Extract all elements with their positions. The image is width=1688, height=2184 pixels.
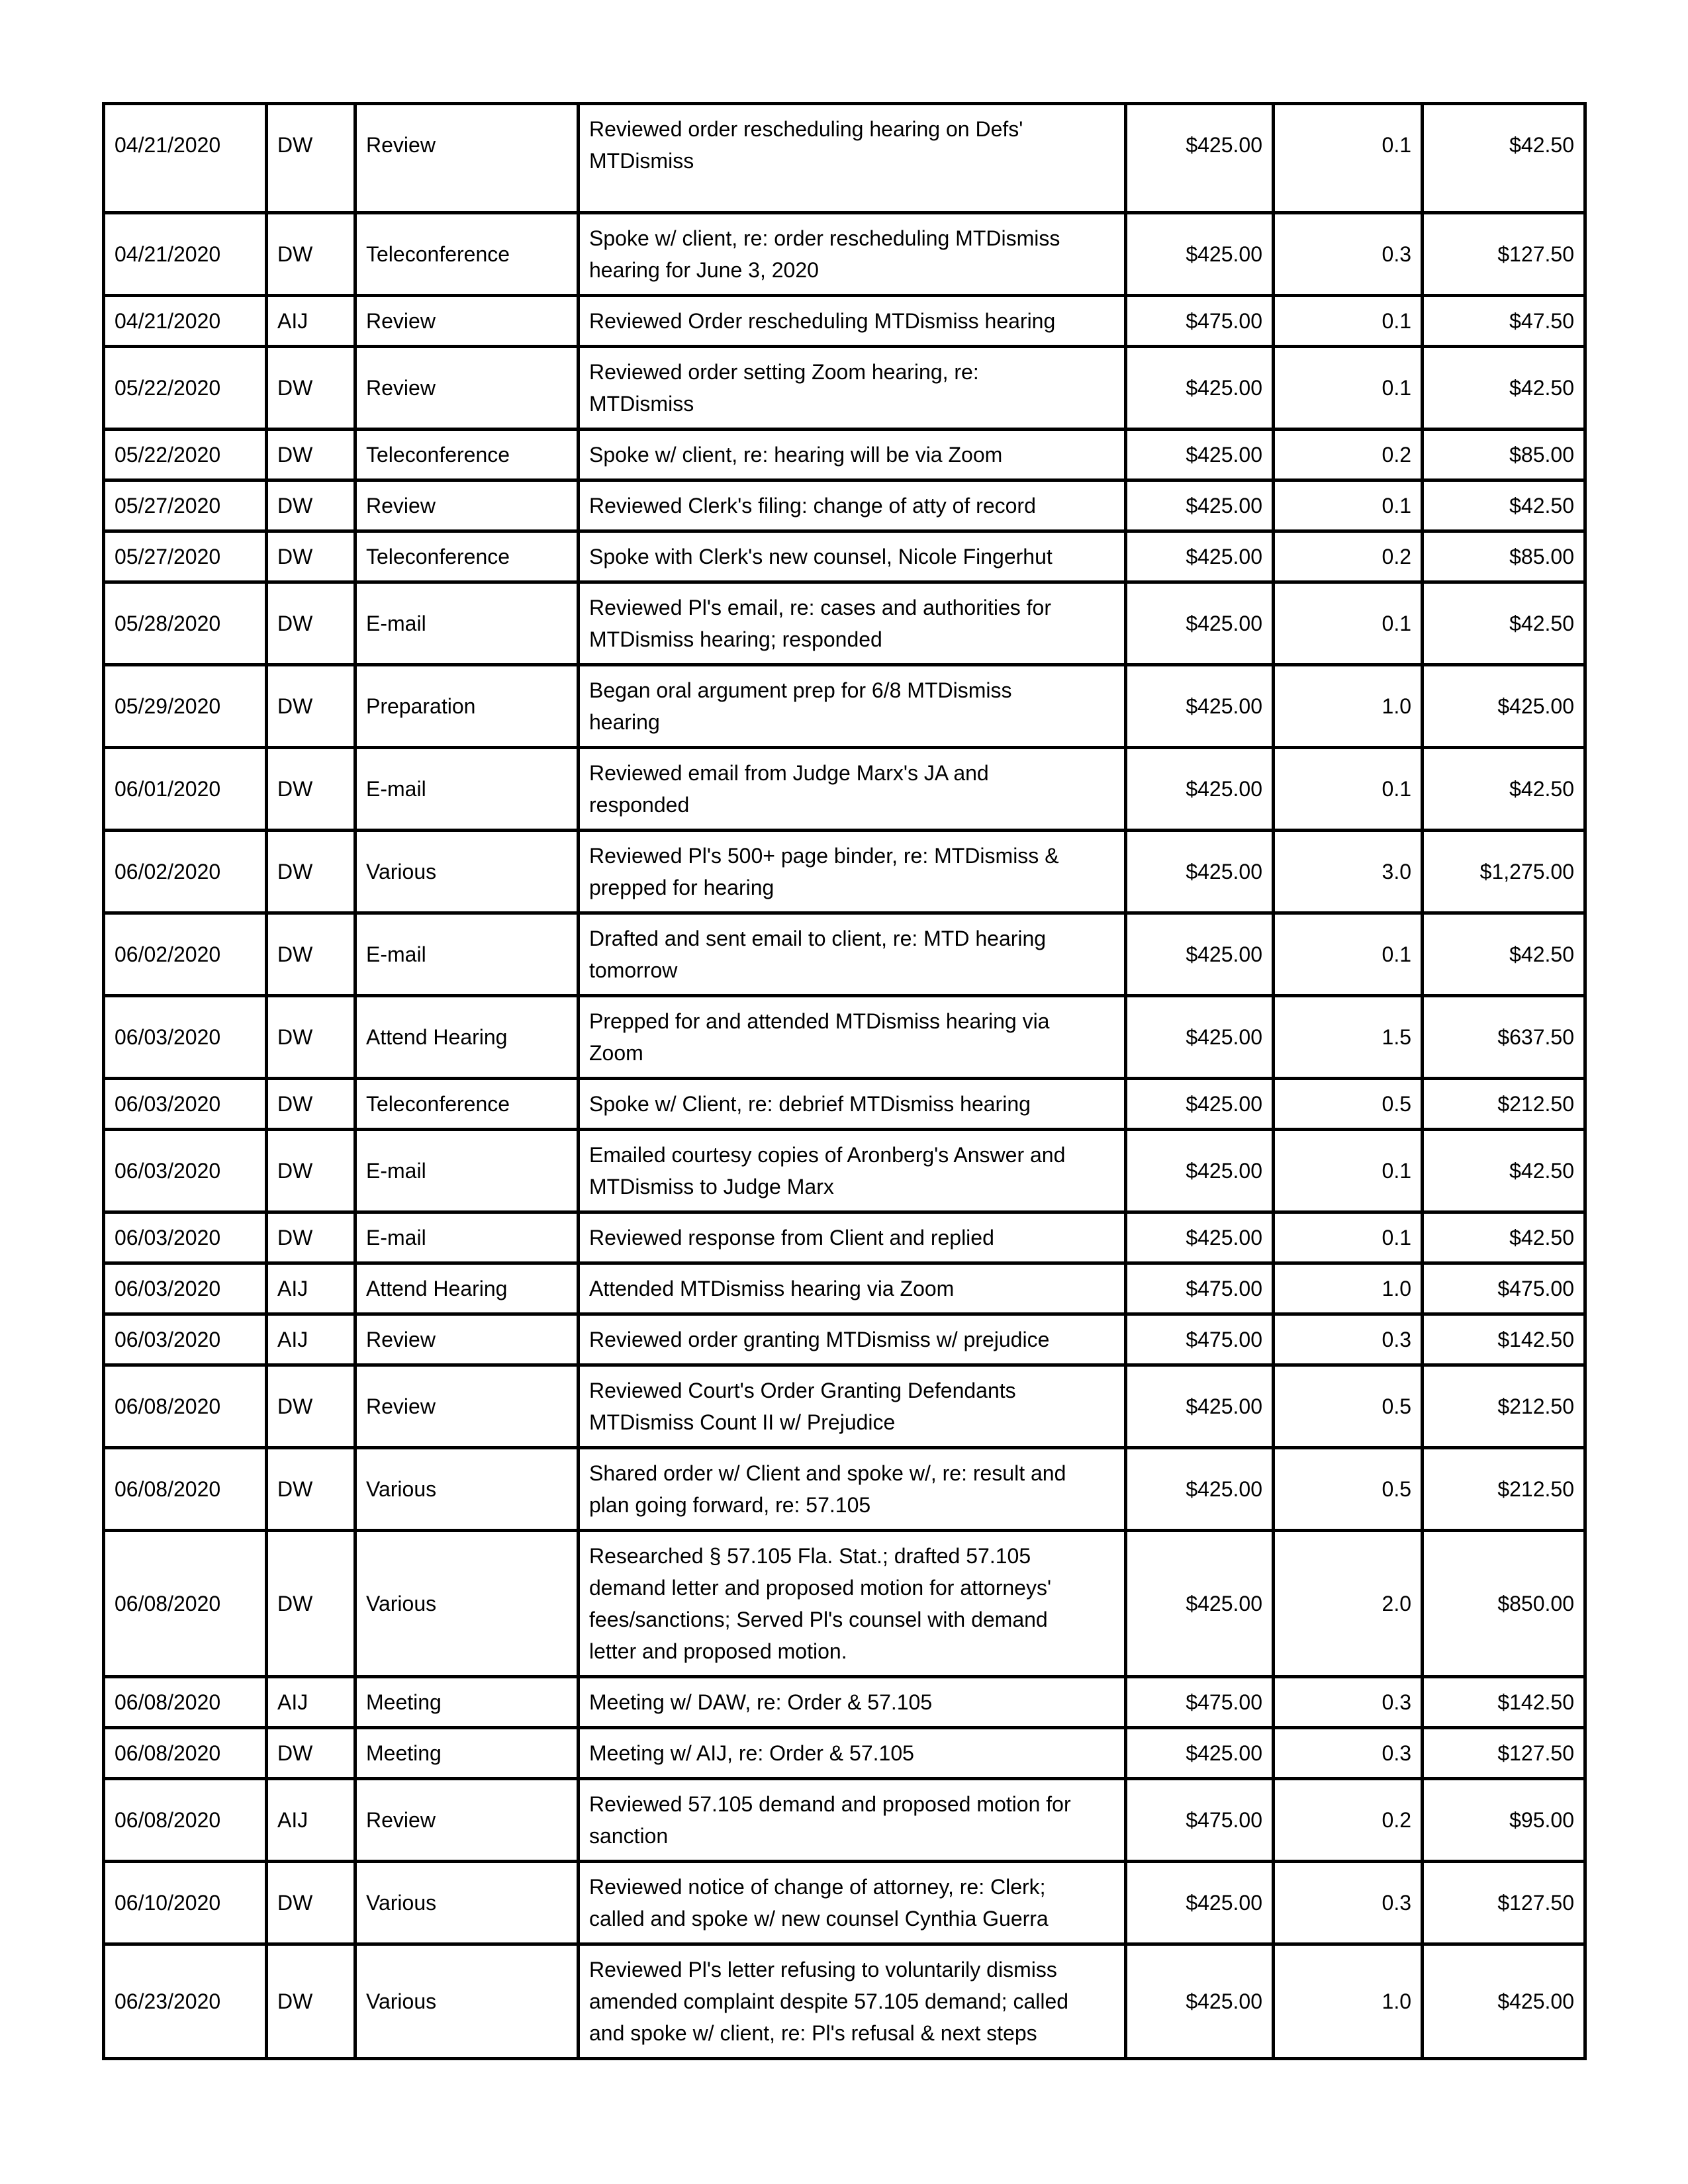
entry-amount: $212.50 <box>1423 1448 1585 1531</box>
attorney-initials: DW <box>267 582 355 665</box>
table-row <box>104 1862 1585 1944</box>
entry-amount: $142.50 <box>1423 1314 1585 1365</box>
entry-date: 04/21/2020 <box>104 296 267 347</box>
hourly-rate: $425.00 <box>1126 1079 1274 1130</box>
task-type: Review <box>355 347 579 430</box>
table-row <box>104 1130 1585 1212</box>
hours-billed: 0.3 <box>1274 213 1423 296</box>
entry-date: 06/23/2020 <box>104 1944 267 2059</box>
entry-date: 06/08/2020 <box>104 1677 267 1728</box>
table-row <box>104 347 1585 430</box>
entry-description: Reviewed response from Client and replied <box>579 1212 1126 1263</box>
entry-amount: $42.50 <box>1423 1212 1585 1263</box>
attorney-initials: DW <box>267 531 355 582</box>
entry-date: 04/21/2020 <box>104 104 267 213</box>
entry-amount: $127.50 <box>1423 213 1585 296</box>
entry-description: Meeting w/ AIJ, re: Order & 57.105 <box>579 1728 1126 1779</box>
entry-date: 06/10/2020 <box>104 1862 267 1944</box>
hourly-rate: $425.00 <box>1126 1862 1274 1944</box>
entry-description: Reviewed Pl's email, re: cases and authorities for MTDismiss hearing; responded <box>579 582 1126 665</box>
entry-description: Researched § 57.105 Fla. Stat.; drafted 57.105 demand letter and proposed motion for attorneys' fees/sanctions; Served Pl's counsel with demand letter and proposed motion. <box>579 1531 1126 1677</box>
task-type: Review <box>355 104 579 213</box>
hourly-rate: $425.00 <box>1126 582 1274 665</box>
hourly-rate: $425.00 <box>1126 1448 1274 1531</box>
entry-description: Reviewed order rescheduling hearing on Defs' MTDismiss <box>579 104 1126 213</box>
table-row <box>104 1728 1585 1779</box>
entry-amount: $637.50 <box>1423 996 1585 1079</box>
table-row <box>104 480 1585 531</box>
entry-date: 06/02/2020 <box>104 831 267 913</box>
table-row <box>104 996 1585 1079</box>
entry-amount: $127.50 <box>1423 1862 1585 1944</box>
hourly-rate: $425.00 <box>1126 1728 1274 1779</box>
attorney-initials: DW <box>267 996 355 1079</box>
table-row <box>104 531 1585 582</box>
task-type: Review <box>355 296 579 347</box>
hours-billed: 0.1 <box>1274 748 1423 831</box>
table-row <box>104 1263 1585 1314</box>
entry-amount: $42.50 <box>1423 913 1585 996</box>
entry-description: Shared order w/ Client and spoke w/, re: result and plan going forward, re: 57.105 <box>579 1448 1126 1531</box>
hours-billed: 0.1 <box>1274 347 1423 430</box>
entry-description: Spoke w/ Client, re: debrief MTDismiss hearing <box>579 1079 1126 1130</box>
attorney-initials: DW <box>267 1212 355 1263</box>
entry-description: Meeting w/ DAW, re: Order & 57.105 <box>579 1677 1126 1728</box>
entry-amount: $47.50 <box>1423 296 1585 347</box>
task-type: Various <box>355 1448 579 1531</box>
entry-description: Spoke w/ client, re: hearing will be via Zoom <box>579 430 1126 480</box>
attorney-initials: DW <box>267 213 355 296</box>
entry-amount: $475.00 <box>1423 1263 1585 1314</box>
entry-description: Drafted and sent email to client, re: MTD hearing tomorrow <box>579 913 1126 996</box>
attorney-initials: DW <box>267 347 355 430</box>
table-row <box>104 104 1585 213</box>
hourly-rate: $425.00 <box>1126 531 1274 582</box>
entry-date: 06/01/2020 <box>104 748 267 831</box>
attorney-initials: AIJ <box>267 1677 355 1728</box>
attorney-initials: DW <box>267 1728 355 1779</box>
hourly-rate: $425.00 <box>1126 1531 1274 1677</box>
attorney-initials: DW <box>267 831 355 913</box>
entry-amount: $425.00 <box>1423 665 1585 748</box>
attorney-initials: DW <box>267 1365 355 1448</box>
table-row <box>104 1079 1585 1130</box>
task-type: E-mail <box>355 748 579 831</box>
entry-amount: $425.00 <box>1423 1944 1585 2059</box>
hourly-rate: $425.00 <box>1126 665 1274 748</box>
task-type: Review <box>355 1365 579 1448</box>
entry-amount: $212.50 <box>1423 1079 1585 1130</box>
hours-billed: 3.0 <box>1274 831 1423 913</box>
hours-billed: 2.0 <box>1274 1531 1423 1677</box>
hourly-rate: $425.00 <box>1126 213 1274 296</box>
entry-amount: $850.00 <box>1423 1531 1585 1677</box>
table-row <box>104 213 1585 296</box>
table-row <box>104 1448 1585 1531</box>
attorney-initials: DW <box>267 1448 355 1531</box>
entry-date: 06/08/2020 <box>104 1365 267 1448</box>
task-type: E-mail <box>355 913 579 996</box>
entry-amount: $42.50 <box>1423 480 1585 531</box>
hourly-rate: $475.00 <box>1126 296 1274 347</box>
hourly-rate: $475.00 <box>1126 1677 1274 1728</box>
task-type: Review <box>355 1314 579 1365</box>
entry-description: Began oral argument prep for 6/8 MTDismiss hearing <box>579 665 1126 748</box>
entry-date: 06/02/2020 <box>104 913 267 996</box>
hours-billed: 0.2 <box>1274 430 1423 480</box>
entry-amount: $85.00 <box>1423 531 1585 582</box>
attorney-initials: DW <box>267 748 355 831</box>
entry-amount: $42.50 <box>1423 347 1585 430</box>
task-type: Review <box>355 480 579 531</box>
entry-description: Attended MTDismiss hearing via Zoom <box>579 1263 1126 1314</box>
hourly-rate: $425.00 <box>1126 996 1274 1079</box>
hours-billed: 0.1 <box>1274 480 1423 531</box>
attorney-initials: DW <box>267 1531 355 1677</box>
hourly-rate: $425.00 <box>1126 748 1274 831</box>
billing-entries-table <box>102 102 1587 2060</box>
entry-date: 06/08/2020 <box>104 1448 267 1531</box>
table-row <box>104 296 1585 347</box>
entry-date: 05/27/2020 <box>104 531 267 582</box>
entry-amount: $127.50 <box>1423 1728 1585 1779</box>
entry-amount: $42.50 <box>1423 1130 1585 1212</box>
entry-description: Reviewed order granting MTDismiss w/ prejudice <box>579 1314 1126 1365</box>
hours-billed: 0.1 <box>1274 296 1423 347</box>
entry-description: Reviewed Pl's letter refusing to voluntarily dismiss amended complaint despite 57.105 demand; called and spoke w/ client, re: Pl's refusal & next steps <box>579 1944 1126 2059</box>
task-type: Various <box>355 1862 579 1944</box>
hours-billed: 0.5 <box>1274 1079 1423 1130</box>
entry-amount: $95.00 <box>1423 1779 1585 1862</box>
hourly-rate: $425.00 <box>1126 1365 1274 1448</box>
entry-date: 06/03/2020 <box>104 1079 267 1130</box>
entry-date: 06/08/2020 <box>104 1728 267 1779</box>
table-row <box>104 665 1585 748</box>
task-type: Attend Hearing <box>355 996 579 1079</box>
hourly-rate: $425.00 <box>1126 1944 1274 2059</box>
entry-description: Reviewed Pl's 500+ page binder, re: MTDismiss & prepped for hearing <box>579 831 1126 913</box>
attorney-initials: AIJ <box>267 296 355 347</box>
entry-amount: $212.50 <box>1423 1365 1585 1448</box>
entry-description: Reviewed Order rescheduling MTDismiss hearing <box>579 296 1126 347</box>
attorney-initials: AIJ <box>267 1314 355 1365</box>
entry-description: Prepped for and attended MTDismiss hearing via Zoom <box>579 996 1126 1079</box>
task-type: E-mail <box>355 1212 579 1263</box>
hours-billed: 1.0 <box>1274 665 1423 748</box>
entry-amount: $42.50 <box>1423 748 1585 831</box>
hours-billed: 1.5 <box>1274 996 1423 1079</box>
entry-description: Emailed courtesy copies of Aronberg's Answer and MTDismiss to Judge Marx <box>579 1130 1126 1212</box>
entry-description: Spoke with Clerk's new counsel, Nicole Fingerhut <box>579 531 1126 582</box>
task-type: Attend Hearing <box>355 1263 579 1314</box>
entry-date: 06/03/2020 <box>104 1130 267 1212</box>
entry-date: 06/03/2020 <box>104 1212 267 1263</box>
entry-description: Reviewed order setting Zoom hearing, re: MTDismiss <box>579 347 1126 430</box>
entry-date: 05/27/2020 <box>104 480 267 531</box>
task-type: Various <box>355 1531 579 1677</box>
entry-amount: $42.50 <box>1423 104 1585 213</box>
entry-description: Reviewed Clerk's filing: change of atty of record <box>579 480 1126 531</box>
table-row <box>104 430 1585 480</box>
hourly-rate: $425.00 <box>1126 1130 1274 1212</box>
table-row <box>104 831 1585 913</box>
hours-billed: 0.1 <box>1274 1130 1423 1212</box>
table-row <box>104 748 1585 831</box>
hourly-rate: $425.00 <box>1126 831 1274 913</box>
hours-billed: 1.0 <box>1274 1263 1423 1314</box>
hours-billed: 0.5 <box>1274 1448 1423 1531</box>
entry-amount: $85.00 <box>1423 430 1585 480</box>
hours-billed: 0.3 <box>1274 1862 1423 1944</box>
entry-date: 05/22/2020 <box>104 347 267 430</box>
table-row <box>104 582 1585 665</box>
task-type: Meeting <box>355 1677 579 1728</box>
task-type: Various <box>355 831 579 913</box>
hours-billed: 0.3 <box>1274 1728 1423 1779</box>
hourly-rate: $425.00 <box>1126 347 1274 430</box>
table-row <box>104 913 1585 996</box>
task-type: Preparation <box>355 665 579 748</box>
table-row <box>104 1944 1585 2059</box>
task-type: E-mail <box>355 582 579 665</box>
hours-billed: 0.3 <box>1274 1677 1423 1728</box>
attorney-initials: DW <box>267 104 355 213</box>
entry-date: 06/03/2020 <box>104 996 267 1079</box>
hours-billed: 0.2 <box>1274 531 1423 582</box>
hours-billed: 0.2 <box>1274 1779 1423 1862</box>
table-row <box>104 1779 1585 1862</box>
entry-amount: $142.50 <box>1423 1677 1585 1728</box>
task-type: Teleconference <box>355 430 579 480</box>
attorney-initials: DW <box>267 430 355 480</box>
entry-date: 05/29/2020 <box>104 665 267 748</box>
task-type: Teleconference <box>355 1079 579 1130</box>
hourly-rate: $475.00 <box>1126 1263 1274 1314</box>
table-row <box>104 1677 1585 1728</box>
hours-billed: 0.1 <box>1274 913 1423 996</box>
entry-description: Reviewed email from Judge Marx's JA and responded <box>579 748 1126 831</box>
task-type: Teleconference <box>355 531 579 582</box>
entry-date: 04/21/2020 <box>104 213 267 296</box>
entry-description: Reviewed Court's Order Granting Defendants MTDismiss Count II w/ Prejudice <box>579 1365 1126 1448</box>
table-row <box>104 1531 1585 1677</box>
hours-billed: 0.3 <box>1274 1314 1423 1365</box>
attorney-initials: DW <box>267 1130 355 1212</box>
attorney-initials: DW <box>267 1944 355 2059</box>
attorney-initials: DW <box>267 1079 355 1130</box>
hourly-rate: $425.00 <box>1126 430 1274 480</box>
attorney-initials: DW <box>267 913 355 996</box>
entry-date: 06/08/2020 <box>104 1779 267 1862</box>
hours-billed: 0.5 <box>1274 1365 1423 1448</box>
attorney-initials: DW <box>267 480 355 531</box>
hourly-rate: $475.00 <box>1126 1779 1274 1862</box>
entry-description: Reviewed notice of change of attorney, re: Clerk; called and spoke w/ new counsel Cynthia Guerra <box>579 1862 1126 1944</box>
table-row <box>104 1212 1585 1263</box>
attorney-initials: AIJ <box>267 1263 355 1314</box>
entry-date: 06/03/2020 <box>104 1263 267 1314</box>
task-type: E-mail <box>355 1130 579 1212</box>
attorney-initials: AIJ <box>267 1779 355 1862</box>
hourly-rate: $425.00 <box>1126 1212 1274 1263</box>
attorney-initials: DW <box>267 1862 355 1944</box>
task-type: Various <box>355 1944 579 2059</box>
billing-entries-body <box>104 104 1585 2059</box>
hourly-rate: $425.00 <box>1126 480 1274 531</box>
entry-date: 06/08/2020 <box>104 1531 267 1677</box>
table-row <box>104 1365 1585 1448</box>
task-type: Meeting <box>355 1728 579 1779</box>
hours-billed: 0.1 <box>1274 104 1423 213</box>
task-type: Review <box>355 1779 579 1862</box>
hourly-rate: $475.00 <box>1126 1314 1274 1365</box>
entry-description: Spoke w/ client, re: order rescheduling MTDismiss hearing for June 3, 2020 <box>579 213 1126 296</box>
entry-description: Reviewed 57.105 demand and proposed motion for sanction <box>579 1779 1126 1862</box>
table-row <box>104 1314 1585 1365</box>
task-type: Teleconference <box>355 213 579 296</box>
hours-billed: 1.0 <box>1274 1944 1423 2059</box>
hours-billed: 0.1 <box>1274 582 1423 665</box>
hours-billed: 0.1 <box>1274 1212 1423 1263</box>
hourly-rate: $425.00 <box>1126 913 1274 996</box>
entry-amount: $1,275.00 <box>1423 831 1585 913</box>
hourly-rate: $425.00 <box>1126 104 1274 213</box>
entry-amount: $42.50 <box>1423 582 1585 665</box>
entry-date: 05/22/2020 <box>104 430 267 480</box>
entry-date: 05/28/2020 <box>104 582 267 665</box>
attorney-initials: DW <box>267 665 355 748</box>
entry-date: 06/03/2020 <box>104 1314 267 1365</box>
